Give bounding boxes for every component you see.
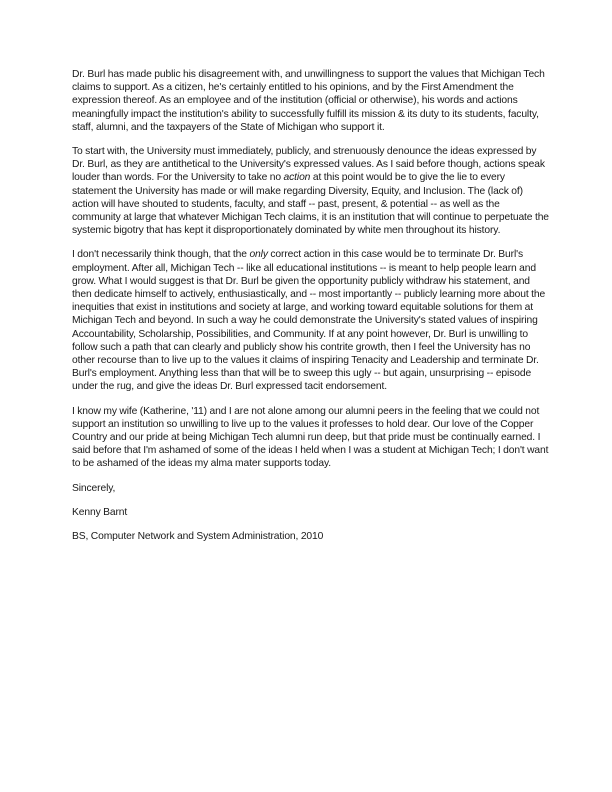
- paragraph-2-text-b: at this point would be to give the lie to every statement the University has made or will make regarding Diversity, Equity, and Inclusion. The (lack of) action will have shouted to students, faculty, and staff -- past, present, & potential -- as well as the community at large that whatever Michigan Tech claims, it is an institution that will continue to perpetuate the systemic bigotry that has kept it disproportionately dominated by white men throughout its history.: [72, 172, 549, 237]
- paragraph-3-text-a: I don't necessarily think though, that the: [72, 249, 250, 261]
- paragraph-2-italic-action: action: [283, 172, 311, 184]
- paragraph-4: [72, 405, 550, 471]
- signature-credential: BS, Computer Network and System Administration, 2010: [72, 531, 324, 543]
- signature-name: Kenny Barnt: [72, 506, 128, 518]
- paragraph-2-text-a: To start with, the University must immediately, publicly, and strenuously denounce the ideas expressed by Dr. Burl, as they are antithetical to the University's expressed values. As I said before though, actions speak louder than words. For the University to take no: [72, 146, 545, 184]
- paragraph-3: [72, 248, 550, 393]
- paragraph-4-text: I know my wife (Katherine, '11) and I are not alone among our alumni peers in the feeling that we could not support an institution so unwilling to live up to the values it professes to hold dear. Our love of the Copper Country and our pride at being Michigan Tech alumni run deep, but that pride must be continually earned. I said before that I'm ashamed of some of the ideas I held when I was a student at Michigan Tech; I don't want to be ashamed of the ideas my alma mater supports today.: [72, 405, 549, 470]
- closing-salutation: Sincerely,: [72, 482, 116, 494]
- paragraph-1: [72, 68, 550, 134]
- paragraph-1-text: Dr. Burl has made public his disagreement with, and unwillingness to support the values that Michigan Tech claims to support. As a citizen, he's certainly entitled to his opinions, and by the First Amendment the expression thereof. As an employee and of the institution (official or otherwise), his words and actions meaningfully impact the institution's ability to successfully fulfill its mission & its duty to its students, faculty, staff, alumni, and the taxpayers of the State of Michigan who support it.: [72, 69, 545, 133]
- paragraph-2: [72, 145, 550, 237]
- paragraph-3-italic-only: only: [249, 249, 268, 261]
- paragraph-3-text-b: correct action in this case would be to terminate Dr. Burl's employment. After all, Michigan Tech -- like all educational institutions -- is meant to help people learn and grow. What I would suggest is that Dr. Burl be given the opportunity publicly withdraw his statement, and then dedicate himself to actively, enthusiastically, and -- most importantly -- publicly learning more about the inequities that exist in institutions and society at large, and working toward equitable solutions for them at Michigan Tech and beyond. In such a way he could demonstrate the University's stated values of inspiring Accountability, Scholarship, Possibilities, and Community. If at any point however, Dr. Burl is unwilling to follow such a path that can clearly and publicly show his contrite growth, then I feel the University has no other recourse than to live up to the values it claims of inspiring Tenacity and Leadership and terminate Dr. Burl's employment. Anything less than that will be to sweep this ugly -- but again, unsurprising -- episode under the rug, and give the ideas Dr. Burl expressed tacit endorsement.: [72, 249, 546, 393]
- letter-page: [72, 68, 550, 554]
